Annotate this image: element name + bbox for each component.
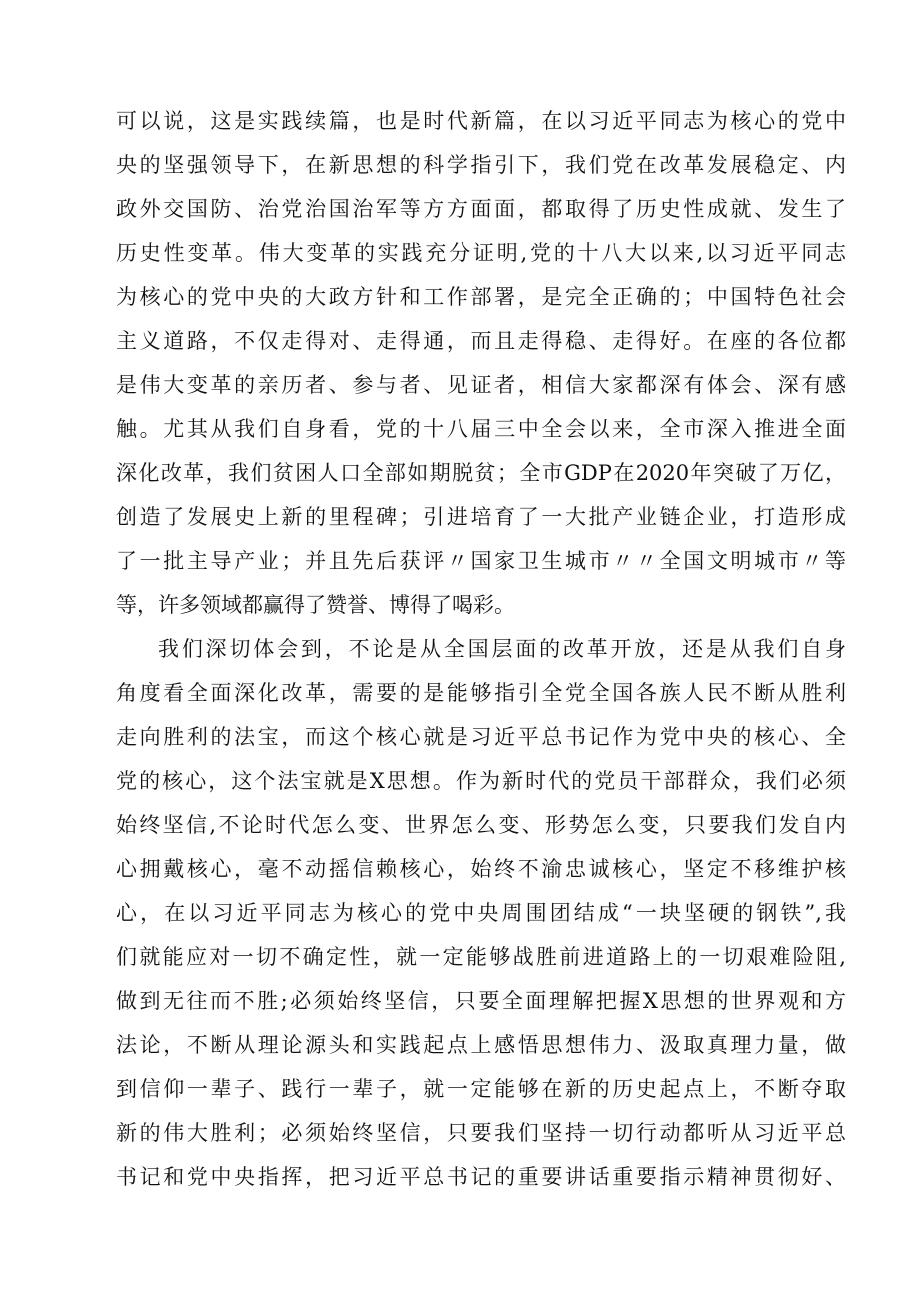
text-line: 们就能应对一切不确定性，就一定能够战胜前进道路上的一切艰难险阻, (116, 945, 846, 969)
text-line: 书记和党中央指挥，把习近平总书记的重要讲话重要指示精神贯彻好、 (116, 1165, 846, 1189)
text-line: 我们深切体会到，不论是从全国层面的改革开放，还是从我们自身 (158, 637, 846, 661)
text-line: 为核心的党中央的大政方针和工作部署，是完全正确的；中国特色社会 (116, 285, 846, 309)
text-line: 到信仰一辈子、践行一辈子，就一定能够在新的历史起点上，不断夺取 (116, 1077, 846, 1101)
text-line: 法论，不断从理论源头和实践起点上感悟思想伟力、汲取真理力量，做 (116, 1033, 846, 1057)
text-line: 是伟大变革的亲历者、参与者、见证者，相信大家都深有体会、深有感 (116, 373, 846, 397)
text-line: 心拥戴核心，毫不动摇信赖核心，始终不渝忠诚核心，坚定不移维护核 (116, 857, 846, 881)
text-line: 角度看全面深化改革，需要的是能够指引全党全国各族人民不断从胜利 (116, 681, 846, 705)
text-line: 始终坚信,不论时代怎么变、世界怎么变、形势怎么变，只要我们发自内 (116, 813, 846, 837)
text-line: 深化改革，我们贫困人口全部如期脱贫；全市GDP在2020年突破了万亿， (116, 461, 846, 485)
text-line: 了一批主导产业；并且先后获评〃国家卫生城市〃〃全国文明城市〃等 (116, 549, 846, 573)
text-line: 走向胜利的法宝，而这个核心就是习近平总书记作为党中央的核心、全 (116, 725, 846, 749)
body-text (116, 99, 846, 1199)
text-line: 等，许多领域都赢得了赞誉、博得了喝彩。 (116, 593, 515, 617)
text-line: 心，在以习近平同志为核心的党中央周围团结成“一块坚硬的钢铁”,我 (116, 901, 846, 925)
text-line: 主义道路，不仅走得对、走得通，而且走得稳、走得好。在座的各位都 (116, 329, 846, 353)
text-line: 政外交国防、治党治国治军等方方面面，都取得了历史性成就、发生了 (116, 197, 846, 221)
text-line: 央的坚强领导下，在新思想的科学指引下，我们党在改革发展稳定、内 (116, 153, 846, 177)
text-line: 创造了发展史上新的里程碑；引进培育了一大批产业链企业，打造形成 (116, 505, 846, 529)
text-line: 做到无往而不胜;必须始终坚信，只要全面理解把握X思想的世界观和方 (116, 989, 846, 1013)
text-line: 党的核心，这个法宝就是X思想。作为新时代的党员干部群众，我们必须 (116, 769, 846, 793)
text-line: 可以说，这是实践续篇，也是时代新篇，在以习近平同志为核心的党中 (116, 109, 846, 133)
text-line: 触。尤其从我们自身看，党的十八届三中全会以来，全市深入推进全面 (116, 417, 846, 441)
text-line: 历史性变革。伟大变革的实践充分证明,党的十八大以来,以习近平同志 (116, 241, 846, 265)
text-line: 新的伟大胜利；必须始终坚信，只要我们坚持一切行动都听从习近平总 (116, 1121, 846, 1145)
